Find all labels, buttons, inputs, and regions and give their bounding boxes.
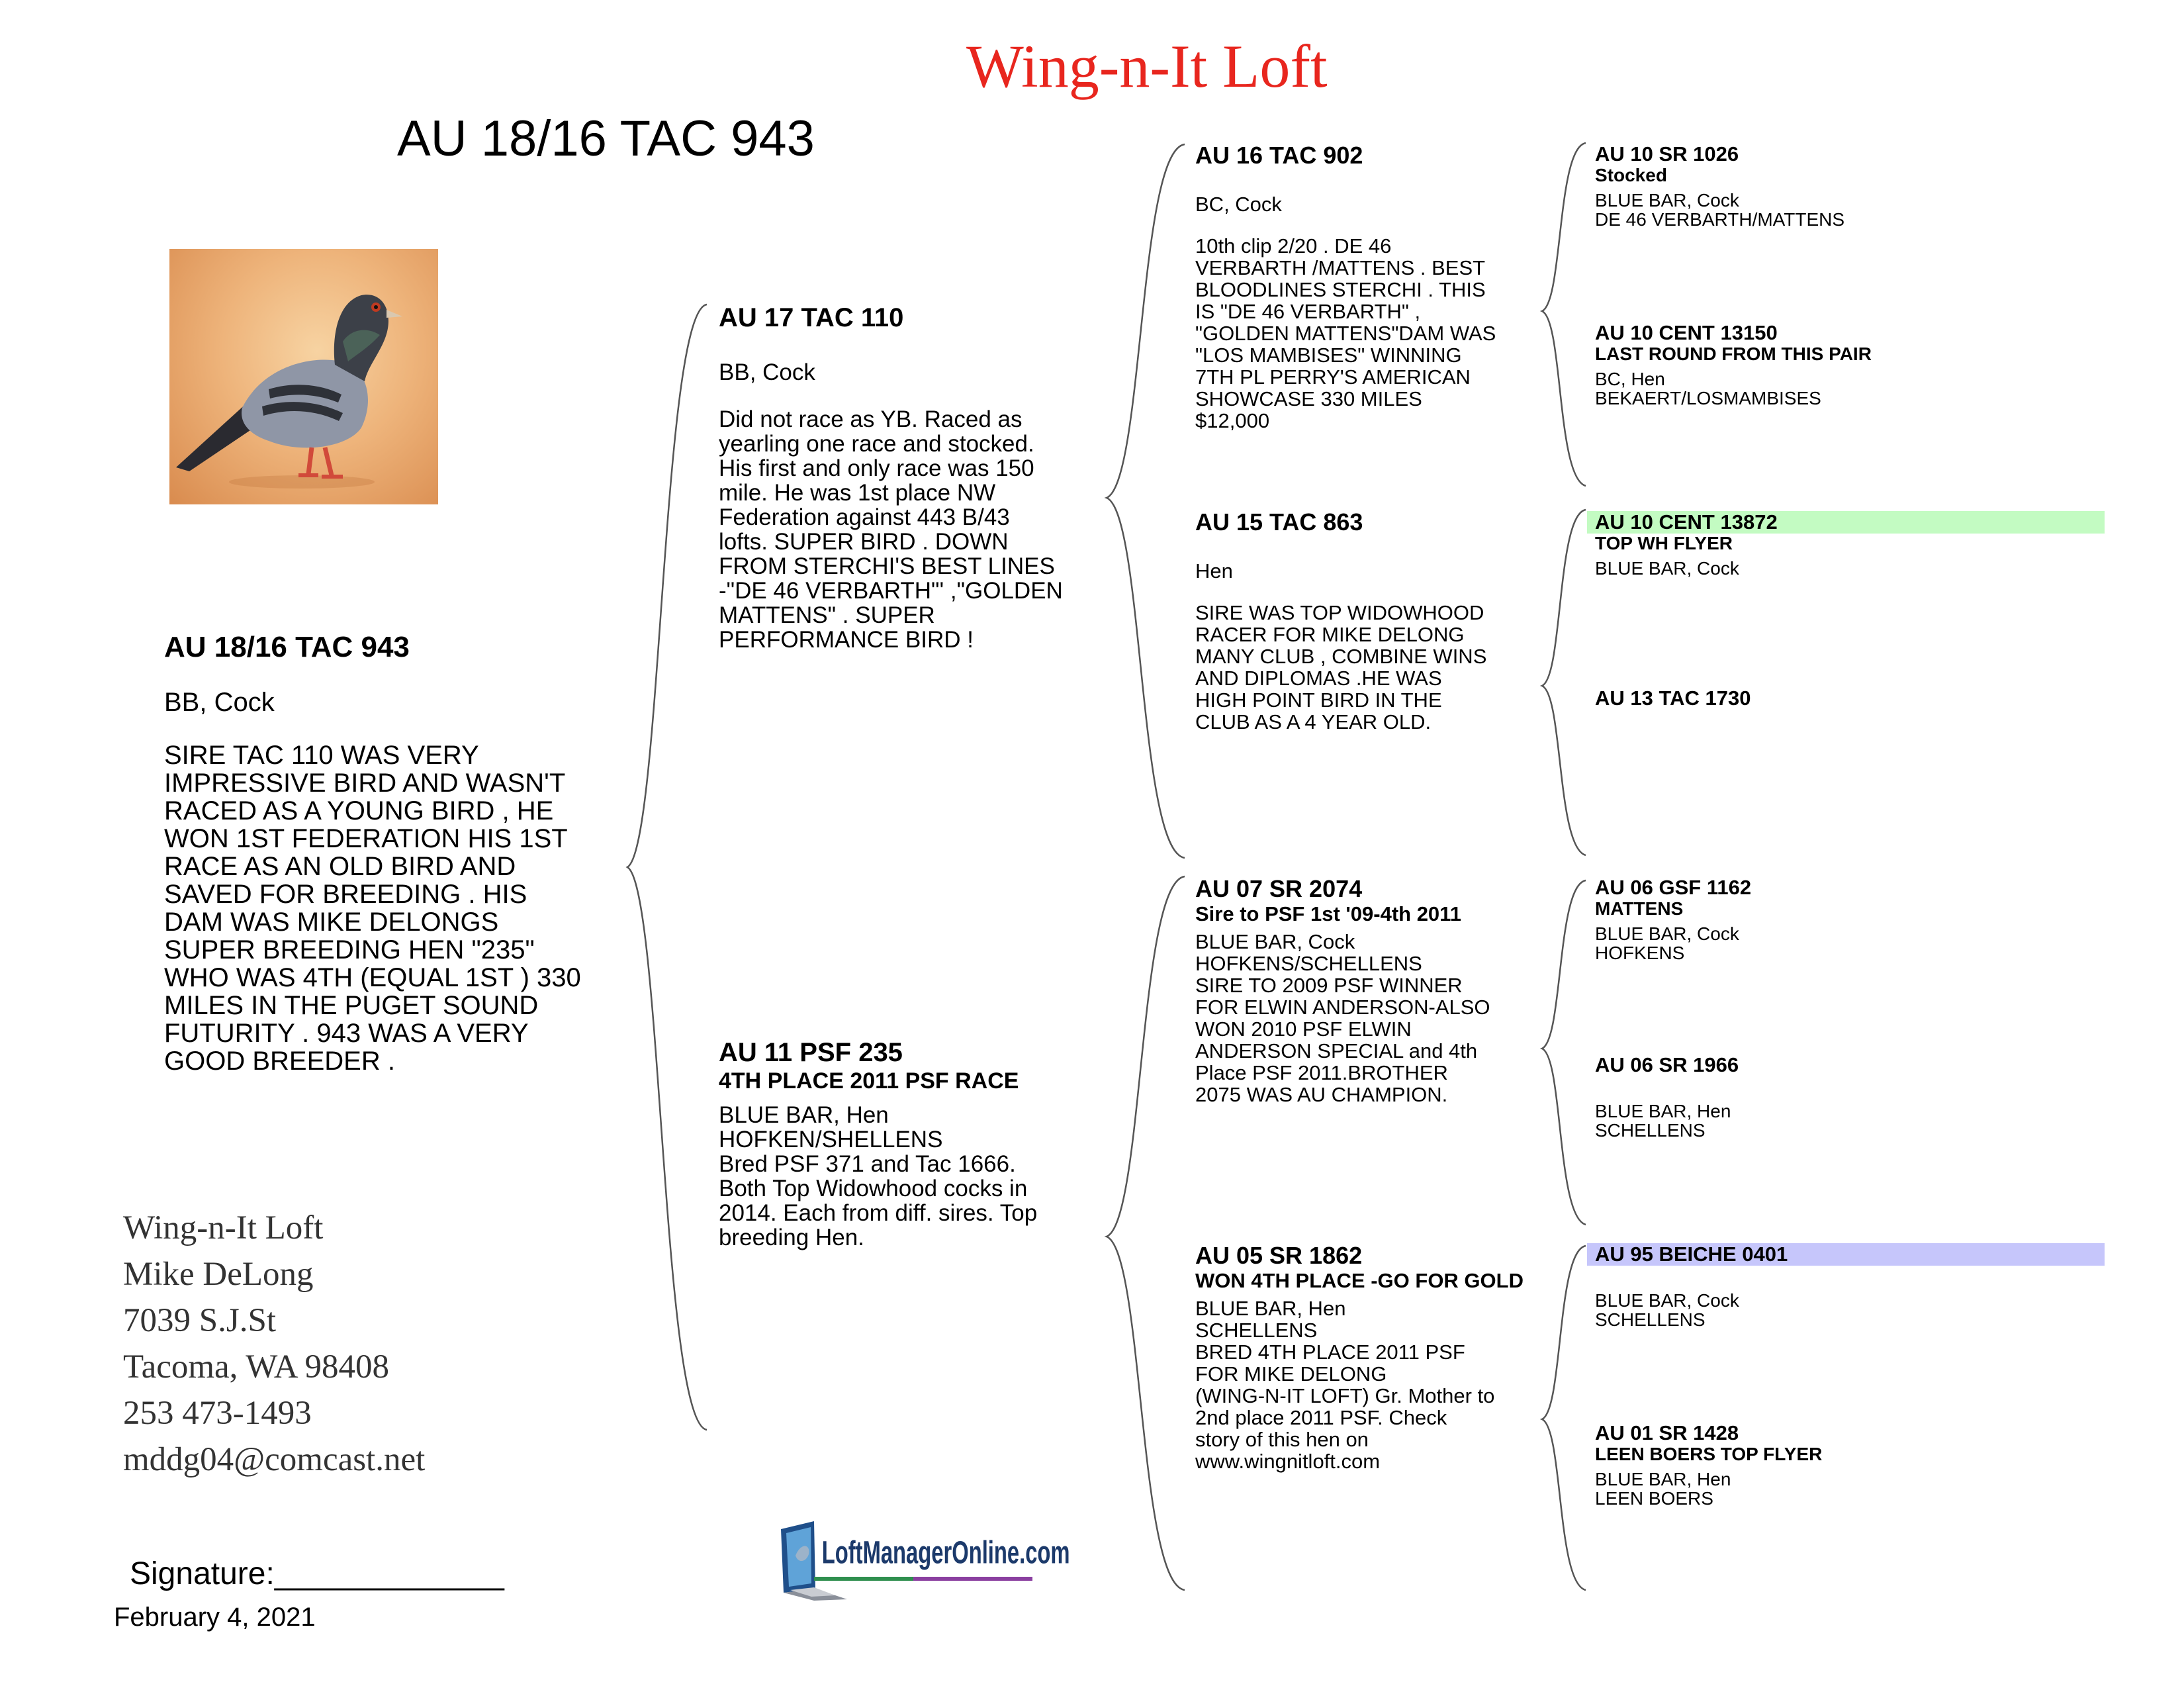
sire-sire-block: [1195, 142, 1566, 432]
gen3-sds-block: [1595, 511, 2105, 578]
dam-sire-block: [1195, 875, 1566, 1105]
gen3-dds-block: [1595, 1243, 2105, 1329]
gen3-dds-band: AU 95 BEICHE 0401: [1587, 1243, 2105, 1266]
gen3-ssd-color-sex: BC, Hen: [1595, 369, 1665, 389]
dam-sire-color-sex: BLUE BAR, Cock: [1195, 930, 1355, 953]
dam-dam-color-sex: BLUE BAR, Hen: [1195, 1297, 1346, 1320]
sire-dam-color-sex: Hen: [1195, 559, 1233, 583]
dam-dam-comment: SCHELLENS BRED 4TH PLACE 2011 PSF FOR MIKE DELONG (WING-N-IT LOFT) Gr. Mother to 2nd place 2011 PSF. Check story of this hen on www.wingnitloft.com: [1195, 1319, 1495, 1473]
gen3-dss-block: [1595, 876, 2105, 962]
contact-owner: Mike DeLong: [123, 1256, 314, 1293]
gen3-sss-strain: DE 46 VERBARTH/MATTENS: [1595, 209, 1845, 230]
logo-text: LoftManagerOnline.com: [821, 1534, 1070, 1570]
print-date: February 4, 2021: [114, 1603, 316, 1632]
gen3-dss-note: MATTENS: [1595, 898, 1684, 919]
contact-street: 7039 S.J.St: [123, 1302, 276, 1339]
gen3-ssd-block: [1595, 322, 2105, 408]
gen3-dsd-band: AU 06 SR 1966: [1595, 1053, 1739, 1076]
bird-band-title: AU 18/16 TAC 943: [397, 111, 815, 167]
gen3-ddd-note: LEEN BOERS TOP FLYER: [1595, 1444, 1823, 1464]
contact-block: [123, 1205, 533, 1483]
signature-line: Signature:_____________: [130, 1556, 504, 1591]
dam-band: AU 11 PSF 235: [719, 1038, 903, 1067]
gen3-dss-color-sex: BLUE BAR, Cock: [1595, 923, 1739, 944]
laptop-logo-icon: [774, 1516, 1070, 1602]
subject-color-sex: BB, Cock: [164, 688, 275, 717]
gen3-dsd-strain: SCHELLENS: [1595, 1120, 1706, 1141]
gen3-ssd-strain: BEKAERT/LOSMAMBISES: [1595, 388, 1821, 408]
gen3-ddd-block: [1595, 1422, 2105, 1508]
subject-band: AU 18/16 TAC 943: [164, 631, 410, 663]
gen3-ddd-strain: LEEN BOERS: [1595, 1488, 1713, 1509]
contact-city: Tacoma, WA 98408: [123, 1348, 389, 1385]
gen3-sdd-band: AU 13 TAC 1730: [1595, 686, 1751, 710]
loftmanager-logo: [774, 1516, 1070, 1602]
contact-loft: Wing-n-It Loft: [123, 1209, 324, 1246]
dam-dam-band: AU 05 SR 1862: [1195, 1242, 1363, 1269]
gen3-dss-band: AU 06 GSF 1162: [1595, 876, 1752, 899]
gen3-sss-note: Stocked: [1595, 165, 1667, 185]
gen3-dds-strain: SCHELLENS: [1595, 1309, 1706, 1330]
gen3-ssd-note: LAST ROUND FROM THIS PAIR: [1595, 344, 1872, 364]
dam-comment: HOFKEN/SHELLENS Bred PSF 371 and Tac 1666. Both Top Widowhood cocks in 2014. Each from diff. sires. Top breeding Hen.: [719, 1127, 1038, 1250]
gen3-sds-band: AU 10 CENT 13872: [1587, 511, 2105, 534]
gen3-dsd-color-sex: BLUE BAR, Hen: [1595, 1101, 1731, 1121]
sire-comment: Did not race as YB. Raced as yearling one race and stocked. His first and only race was 150 mile. He was 1st place NW Federation against 443 B/43 lofts. SUPER BIRD . DOWN FROM STERCHI'S BEST LINES -"DE 46 VERBARTH"' ,"GOLDEN MATTENS" . SUPER PERFORMANCE BIRD !: [719, 406, 1063, 653]
loft-title: Wing-n-It Loft: [966, 32, 1328, 100]
subject-bird: [164, 629, 641, 1075]
gen3-dds-color-sex: BLUE BAR, Cock: [1595, 1290, 1739, 1311]
dam-color-sex: BLUE BAR, Hen: [719, 1102, 889, 1128]
sire-sire-color-sex: BC, Cock: [1195, 193, 1282, 216]
gen3-sss-band: AU 10 SR 1026: [1595, 142, 1739, 165]
sire-color-sex: BB, Cock: [719, 359, 815, 385]
subject-comment: SIRE TAC 110 WAS VERY IMPRESSIVE BIRD AND WASN'T RACED AS A YOUNG BIRD , HE WON 1ST FEDERATION HIS 1ST RACE AS AN OLD BIRD AND SAVED FOR BREEDING . HIS DAM WAS MIKE DELONGS SUPER BREEDING HEN "235" WHO WAS 4TH (EQUAL 1ST ) 330 MILES IN THE PUGET SOUND FUTURITY . 943 WAS A VERY GOOD BREEDER .: [164, 741, 581, 1076]
gen3-sss-block: [1595, 143, 2105, 229]
sire-sire-band: AU 16 TAC 902: [1195, 142, 1363, 169]
dam-sire-note: Sire to PSF 1st '09-4th 2011: [1195, 902, 1461, 925]
contact-phone: 253 473-1493: [123, 1395, 312, 1432]
dam-sire-comment: HOFKENS/SCHELLENS SIRE TO 2009 PSF WINNER FOR ELWIN ANDERSON-ALSO WON 2010 PSF ELWIN ANDERSON SPECIAL and 4th Place PSF 2011.BROTHER 2075 WAS AU CHAMPION.: [1195, 952, 1490, 1106]
gen3-dss-strain: HOFKENS: [1595, 943, 1685, 963]
sire-dam-band: AU 15 TAC 863: [1195, 508, 1363, 536]
gen3-sds-note: TOP WH FLYER: [1595, 533, 1733, 553]
gen3-ddd-band: AU 01 SR 1428: [1595, 1421, 1739, 1444]
dam-dam-note: WON 4TH PLACE -GO FOR GOLD: [1195, 1269, 1524, 1292]
sire-dam-block: [1195, 508, 1566, 733]
gen3-dsd-block: [1595, 1054, 2105, 1140]
sire-band: AU 17 TAC 110: [719, 303, 904, 332]
sire-block: [719, 302, 1103, 652]
gen3-sds-color-sex: BLUE BAR, Cock: [1595, 558, 1739, 579]
gen3-sdd-block: [1595, 687, 2105, 710]
sire-dam-comment: SIRE WAS TOP WIDOWHOOD RACER FOR MIKE DELONG MANY CLUB , COMBINE WINS AND DIPLOMAS .HE WAS HIGH POINT BIRD IN THE CLUB AS A 4 YEAR OLD.: [1195, 601, 1487, 733]
sire-sire-comment: 10th clip 2/20 . DE 46 VERBARTH /MATTENS . BEST BLOODLINES STERCHI . THIS IS "DE 46 VERBARTH" , "GOLDEN MATTENS"DAM WAS "LOS MAMBISES" WINNING 7TH PL PERRY'S AMERICAN SHOWCASE 330 MILES $12,000: [1195, 234, 1496, 432]
gen3-ssd-band: AU 10 CENT 13150: [1595, 321, 1778, 344]
dam-note: 4TH PLACE 2011 PSF RACE: [719, 1068, 1019, 1094]
dam-dam-block: [1195, 1242, 1566, 1472]
gen3-ddd-color-sex: BLUE BAR, Hen: [1595, 1469, 1731, 1489]
dam-sire-band: AU 07 SR 2074: [1195, 875, 1363, 902]
gen3-sss-color-sex: BLUE BAR, Cock: [1595, 190, 1739, 211]
contact-email: mddg04@comcast.net: [123, 1441, 426, 1478]
dam-block: [719, 1037, 1103, 1250]
